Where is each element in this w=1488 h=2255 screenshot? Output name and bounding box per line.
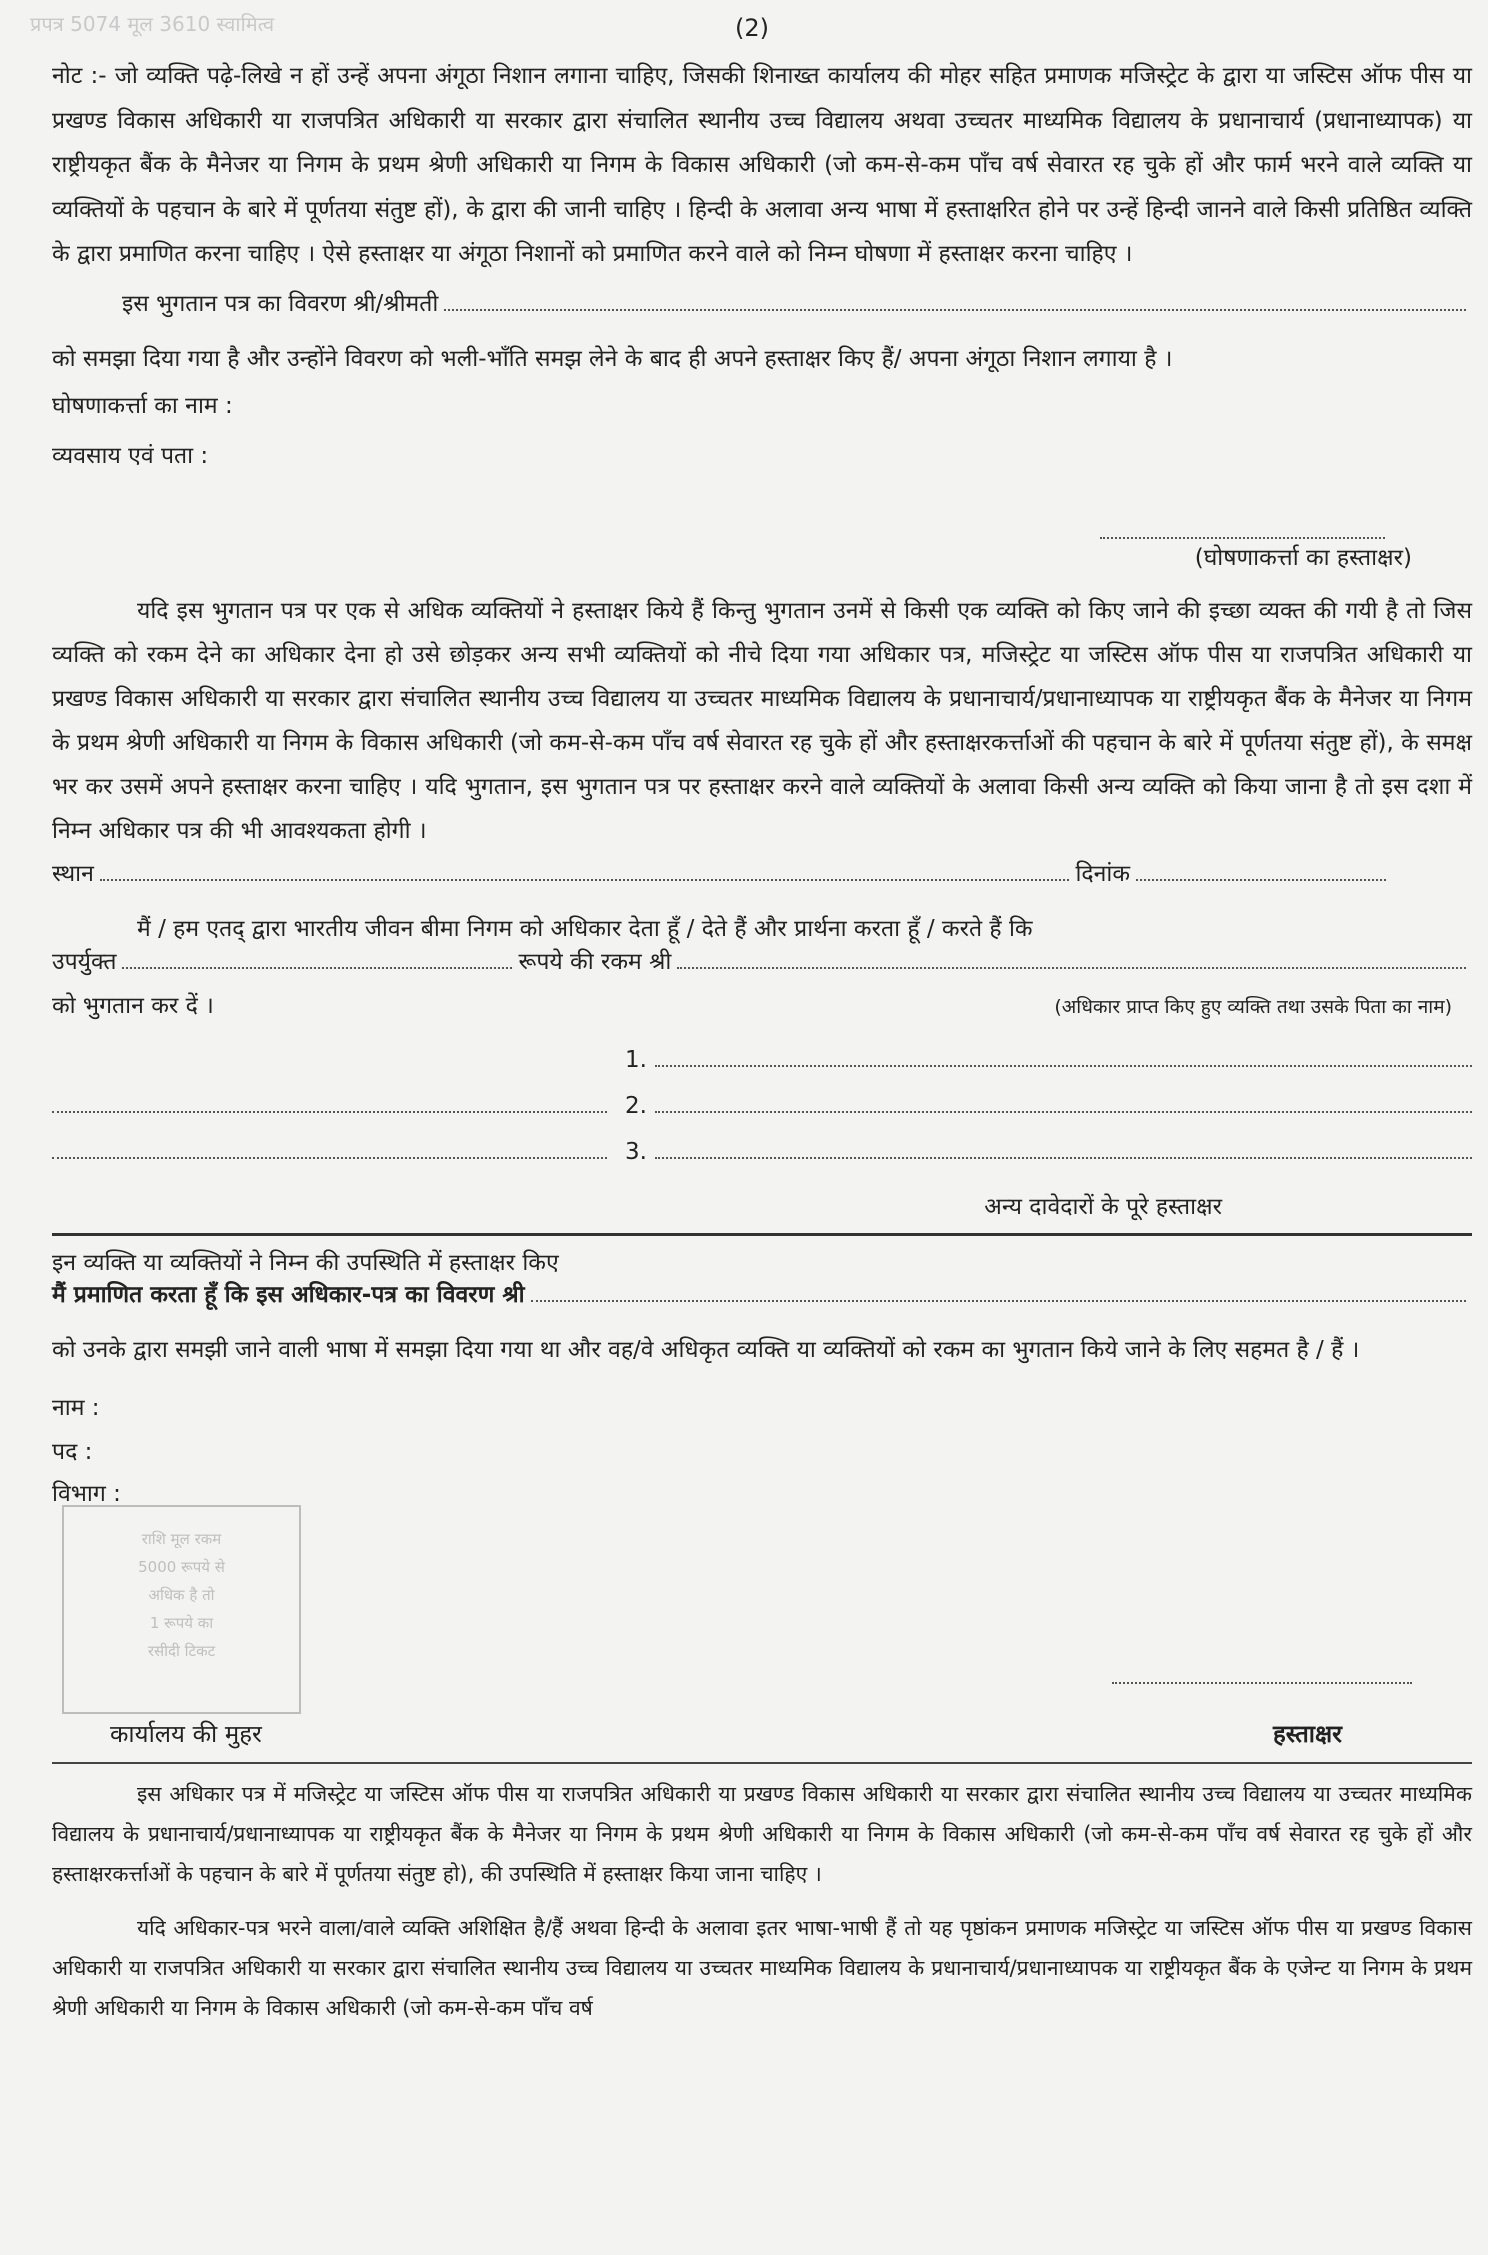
declarant-signature-blank[interactable] <box>1100 507 1385 539</box>
certify-lead: मैं प्रमाणित करता हूँ कि इस अधिकार-पत्र का विवरण श्री <box>52 1281 525 1308</box>
occupation-address-label: व्यवसाय एवं पता : <box>52 442 209 469</box>
place-date-row <box>52 860 1472 907</box>
declarant-name-label: घोषणाकर्त्ता का नाम : <box>52 392 233 419</box>
declaration-name-blank[interactable] <box>444 308 1466 311</box>
declarant-signature-caption: (घोषणाकर्त्ता का हस्ताक्षर) <box>1194 544 1412 571</box>
note-paragraph: नोट :- जो व्यक्ति पढ़े-लिखे न हों उन्हें अपना अंगूठा निशान लगाना चाहिए, जिसकी शिनाख्त कार्यालय की मोहर सहित प्रमाणक मजिस्ट्रेट के द्वारा या जस्टिस ऑफ पीस या प्रखण्ड विकास अधिकारी या राजपत्रित अधिकारी या सरकार द्वारा संचालित स्थानीय उच्च विद्यालय अथवा उच्चतर माध्यमिक विद्यालय के प्रधानाचार्य (प्रधानाध्यापक) या राष्ट्रीयकृत बैंक के मैनेजर या निगम के प्रथम श्रेणी अधिकारी या निगम के विकास अधिकारी (जो कम-से-कम पाँच वर्ष सेवारत रह चुके हों और फार्म भरने वाले व्यक्ति या व्यक्तियों के पहचान के बारे में पूर्णतया संतुष्ट हों), के द्वारा की जानी चाहिए । हिन्दी के अलावा अन्य भाषा में हस्ताक्षरित होने पर उन्हें हिन्दी जानने वाले किसी प्रतिष्ठित व्यक्ति के द्वारा प्रमाणित करना चाहिए । ऐसे हस्ताक्षर या अंगूठा निशानों को प्रमाणित करने वाले को निम्न घोषणा में हस्ताक्षर करना चाहिए । <box>52 63 1472 267</box>
date-blank[interactable] <box>1136 878 1386 881</box>
witness-signature-blank[interactable] <box>1112 1682 1412 1684</box>
multi-signatory-paragraph: यदि इस भुगतान पत्र पर एक से अधिक व्यक्तियों ने हस्ताक्षर किये हैं किन्तु भुगतान उनमें से किसी एक व्यक्ति को किए जाने की इच्छा व्यक्त की गयी है तो जिस व्यक्ति को रकम देने का अधिकार देना हो उसे छोड़कर अन्य सभी व्यक्तियों को नीचे दिया गया अधिकार पत्र, मजिस्ट्रेट या जस्टिस ऑफ पीस या राजपत्रित अधिकारी या प्रखण्ड विकास अधिकारी या सरकार द्वारा संचालित स्थानीय उच्च विद्यालय या उच्चतर माध्यमिक विद्यालय के प्रधानाचार्य/प्रधानाध्यापक या राष्ट्रीयकृत बैंक के मैनेजर या निगम के प्रथम श्रेणी अधिकारी या निगम के विकास अधिकारी (जो कम-से-कम पाँच वर्ष सेवारत रह चुके हों और हस्ताक्षरकर्त्ताओं की पहचान के बारे में पूर्णतया संतुष्ट हों), के समक्ष भर कर उसमें अपने हस्ताक्षर करना चाहिए । यदि भुगतान, इस भुगतान पत्र पर हस्ताक्षर करने वाले व्यक्तियों के अलावा किसी अन्य व्यक्ति को किया जाना है तो इस दशा में निम्न अधिकार पत्र की भी आवश्यकता होगी । <box>52 597 1472 844</box>
above-label: उपर्युक्त <box>52 948 117 975</box>
footer-paragraph-1: इस अधिकार पत्र में मजिस्ट्रेट या जस्टिस ऑफ पीस या राजपत्रित अधिकारी या प्रखण्ड विकास अधिकारी या सरकार द्वारा संचालित स्थानीय उच्च विद्यालय या उच्चतर माध्यमिक विद्यालय के प्रधानाचार्य/प्रधानाध्यापक या राष्ट्रीयकृत बैंक के मैनेजर या निगम के प्रथम श्रेणी अधिकारी या निगम के विकास अधिकारी (जो कम-से-कम पाँच वर्ष सेवारत रह चुके हों और हस्ताक्षरकर्त्ताओं के पहचान के बारे में पूर्णतया संतुष्ट हो), की उपस्थिति में हस्ताक्षर किया जाना चाहिए । <box>52 1781 1472 1886</box>
section-divider <box>52 1233 1472 1236</box>
claimant-signature-blank[interactable] <box>655 1156 1472 1159</box>
certify-row <box>52 1281 1472 1328</box>
certify-rest: को उनके द्वारा समझी जाने वाली भाषा में समझा दिया गया था और वह/वे अधिकृत व्यक्ति या व्यक्तियों को रकम का भुगतान किये जाने के लिए सहमत है / हैं । <box>52 1336 1360 1363</box>
payee-blank[interactable] <box>677 966 1466 969</box>
declaration-rest: को समझा दिया गया है और उन्होंने विवरण को भली-भाँति समझ लेने के बाद ही अपने हस्ताक्षर किए हैं/ अपना अंगूठा निशान लगाया है । <box>52 345 1173 372</box>
footer-divider <box>52 1762 1472 1764</box>
left-dotted-line[interactable] <box>52 1110 607 1113</box>
claimant-row-1 <box>52 1046 1472 1095</box>
witness-post-label: पद : <box>52 1438 93 1465</box>
bleed-through-text: प्रपत्र 5074 मूल 3610 स्वामित्व <box>30 12 275 36</box>
date-label: दिनांक <box>1075 860 1130 887</box>
office-seal-box <box>62 1505 301 1714</box>
witness-line: इन व्यक्ति या व्यक्तियों ने निम्न की उपस्थिति में हस्ताक्षर किए <box>52 1249 559 1276</box>
claimant-row-3 <box>52 1138 1472 1187</box>
claimant-signature-blank[interactable] <box>655 1110 1472 1113</box>
pay-row <box>52 992 1472 1039</box>
pay-label: को भुगतान कर दें । <box>52 992 214 1019</box>
witness-department-label: विभाग : <box>52 1480 121 1507</box>
claimant-number: 1. <box>625 1046 647 1073</box>
declaration-line <box>52 290 1472 337</box>
seal-sign-area <box>52 1514 1472 1714</box>
stamp-ghost-text: राशि मूल रकम 5000 रूपये से अधिक है तो 1 रूपये का रसीदी टिकट <box>138 1529 225 1660</box>
declaration-lead: इस भुगतान पत्र का विवरण श्री/श्रीमती <box>122 290 439 317</box>
claimant-number: 2. <box>625 1092 647 1119</box>
claimant-signature-blank[interactable] <box>655 1064 1472 1067</box>
claimant-row-2 <box>52 1092 1472 1141</box>
amount-row <box>52 948 1472 995</box>
seal-sign-captions <box>52 1714 1472 1754</box>
left-dotted-line[interactable] <box>52 1156 607 1159</box>
office-seal-label: कार्यालय की मुहर <box>110 1719 262 1748</box>
claimant-number: 3. <box>625 1138 647 1165</box>
authorized-caption: (अधिकार प्राप्त किए हुए व्यक्ति तथा उसके पिता का नाम) <box>1054 995 1452 1018</box>
authority-body: मैं / हम एतद् द्वारा भारतीय जीवन बीमा निगम को अधिकार देता हूँ / देते हैं और प्रार्थना करता हूँ / करते हैं कि <box>137 915 1033 942</box>
rupees-label: रूपये की रकम श्री <box>518 948 672 975</box>
other-claimants-caption: अन्य दावेदारों के पूरे हस्ताक्षर <box>984 1193 1222 1220</box>
signature-label: हस्ताक्षर <box>1273 1719 1342 1748</box>
amount-blank[interactable] <box>122 966 512 969</box>
page-number: (2) <box>735 14 769 42</box>
place-label: स्थान <box>52 860 94 887</box>
footer-paragraph-2: यदि अधिकार-पत्र भरने वाला/वाले व्यक्ति अशिक्षित है/हैं अथवा हिन्दी के अलावा इतर भाषा-भाषी हैं तो यह पृष्ठांकन प्रमाणक मजिस्ट्रेट या जस्टिस ऑफ पीस या प्रखण्ड विकास अधिकारी या राजपत्रित अधिकारी या सरकार द्वारा संचालित स्थानीय उच्च विद्यालय या उच्चतर माध्यमिक विद्यालय के प्रधानाचार्य/प्रधानाध्यापक या राष्ट्रीयकृत बैंक के एजेन्ट या निगम के प्रथम श्रेणी अधिकारी या निगम के विकास अधिकारी (जो कम-से-कम पाँच वर्ष <box>52 1915 1472 2020</box>
certify-name-blank[interactable] <box>531 1299 1466 1302</box>
witness-name-label: नाम : <box>52 1394 100 1421</box>
place-blank[interactable] <box>100 878 1070 881</box>
form-content <box>52 54 1472 2028</box>
